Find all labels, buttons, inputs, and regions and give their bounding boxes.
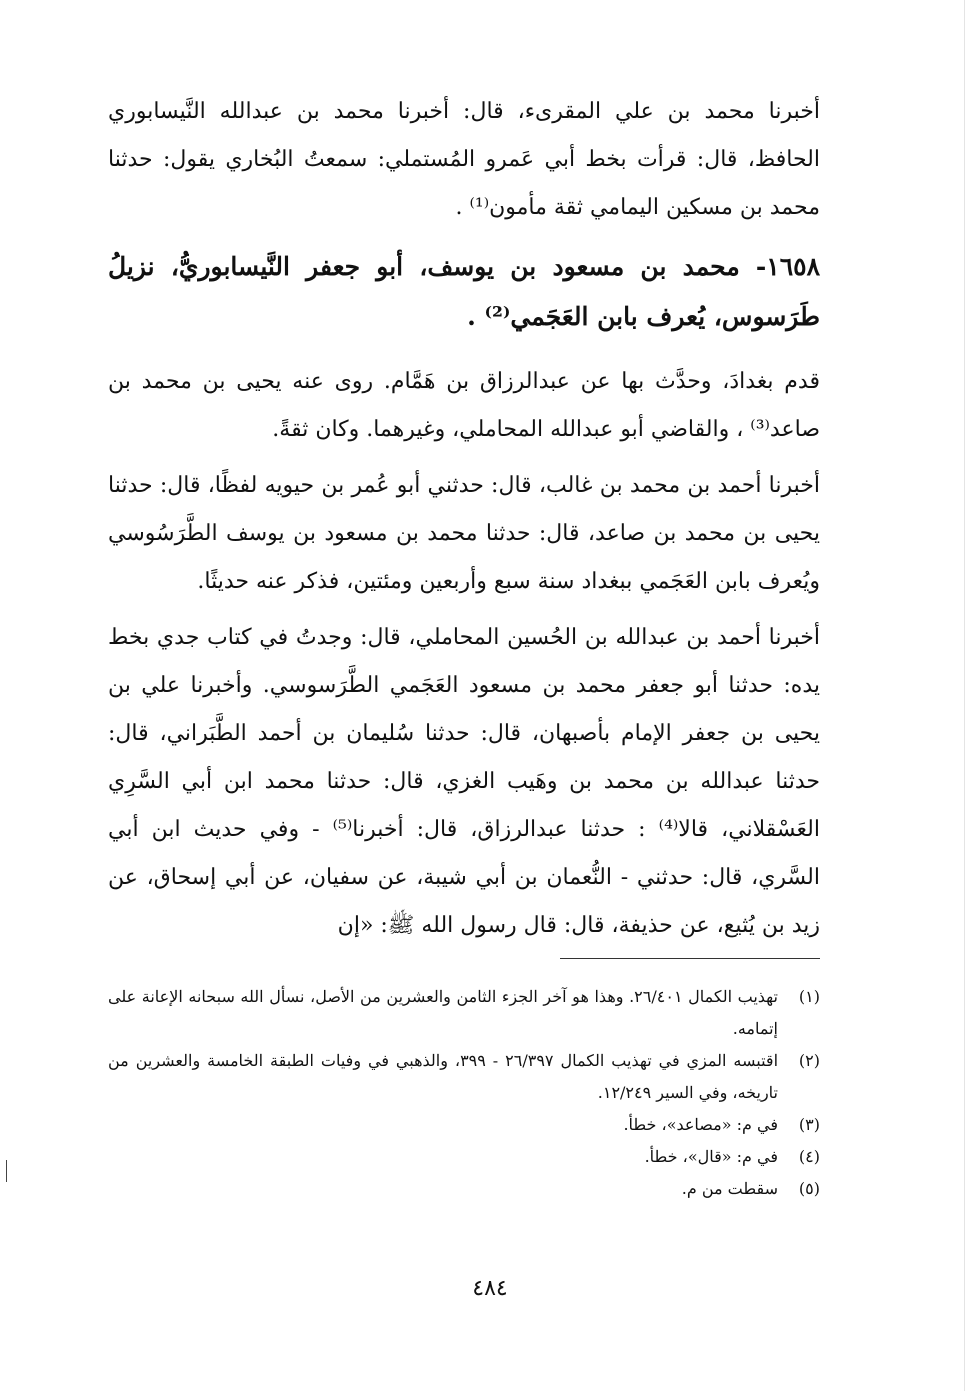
footnote-text: في م: «قال»، خطأ. (644, 1147, 778, 1166)
footnote-separator-wrap (108, 950, 820, 967)
footnote-number: (٥) (798, 1179, 820, 1198)
footnote-separator (560, 958, 820, 959)
paragraph-4: أخبرنا أحمد بن عبدالله بن الحُسين المحاملي، قال: وجدتُ في كتاب جدي بخط يده: حدثنا أبو جعفر محمد بن مسعود العَجَمي الطَّرَسوسي. وأخبرنا علي بن يحيى بن جعفر الإمام بأصبهان، قال: حدثنا سُليمان بن أحمد الطَّبَراني، قال: حدثنا عبدالله بن محمد بن وهَيب الغزي، قال: حدثنا محمد ابن أبي السَّرِي العَسْقلاني، قالا⁽⁴⁾ : حدثنا عبدالرزاق، قال: أخبرنا⁽⁵⁾ - وفي حديث ابن أبي السَّري، قال: حدثني - النُّعمان بن أبي شيبة، عن سفيان، عن أبي إسحاق، عن زيد بن يُثيع، عن حذيفة، قال: قال رسول الله ﷺ: «إن (108, 625, 820, 938)
footnote-2 (108, 1045, 820, 1109)
page-number: ٤٨٤ (472, 1276, 508, 1301)
paragraph-3: أخبرنا أحمد بن محمد بن غالب، قال: حدثني أبو عُمر بن حيويه لفظًا، قال: حدثنا يحيى بن محمد بن صاعد، قال: حدثنا محمد بن مسعود بن يوسف الطَّرَسُوسي ويُعرف بابن العَجَمي ببغداد سنة سبع وأربعين ومئتين، فذكر عنه حديثًا. (108, 473, 820, 594)
footnote-text: سقطت من م. (681, 1179, 778, 1198)
footnote-4 (108, 1141, 820, 1173)
footnote-text: تهذيب الكمال ٢٦/٤٠١. وهذا هو آخر الجزء الثامن والعشرين من الأصل، نسأل الله سبحانه الإعانة على إتمامه. (108, 987, 779, 1038)
paragraph-2: قدم بغدادَ، وحدَّث بها عن عبدالرزاق بن هَمَّام. روى عنه يحيى بن محمد بن صاعد⁽³⁾ ، والقاضي أبو عبدالله المحاملي، وغيرهما. وكان ثقةً. (108, 369, 820, 442)
scan-line-left (6, 1160, 7, 1182)
entry-heading: ١٦٥٨- محمد بن مسعود بن يوسف، أبو جعفر النَّيسابوريُّ، نزيلُ طَرَسوس، يُعرف بابن العَجَمي⁽²⁾ . (108, 252, 820, 331)
footnote-number: (٣) (798, 1115, 820, 1134)
footnote-text: اقتبسه المزي في تهذيب الكمال ٢٦/٣٩٧ - ٣٩٩، والذهبي في وفيات الطبقة الخامسة والعشرين من تاريخه، وفي السير ١٢/٢٤٩. (108, 1051, 779, 1102)
footnote-number: (٢) (798, 1051, 820, 1070)
footnote-number: (٤) (798, 1147, 820, 1166)
footnote-text: في م: «مصاعد»، خطأ. (623, 1115, 778, 1134)
footnote-number: (١) (798, 987, 820, 1006)
document-page (108, 88, 820, 1205)
footnote-3 (108, 1109, 820, 1141)
footnote-1 (108, 981, 820, 1045)
footnotes (108, 981, 820, 1205)
spacer (108, 606, 820, 614)
scan-line-right (964, 0, 965, 1391)
footnote-5 (108, 1173, 820, 1205)
spacer (108, 454, 820, 462)
paragraph-1: أخبرنا محمد بن علي المقرىء، قال: أخبرنا محمد بن عبدالله النَّيسابوري الحافظ، قال: قرأت بخط أبي عَمرو المُستملي: سمعتُ البُخاري يقول: حدثنا محمد بن مسكين اليمامي ثقة مأمون⁽¹⁾ . (108, 99, 820, 220)
